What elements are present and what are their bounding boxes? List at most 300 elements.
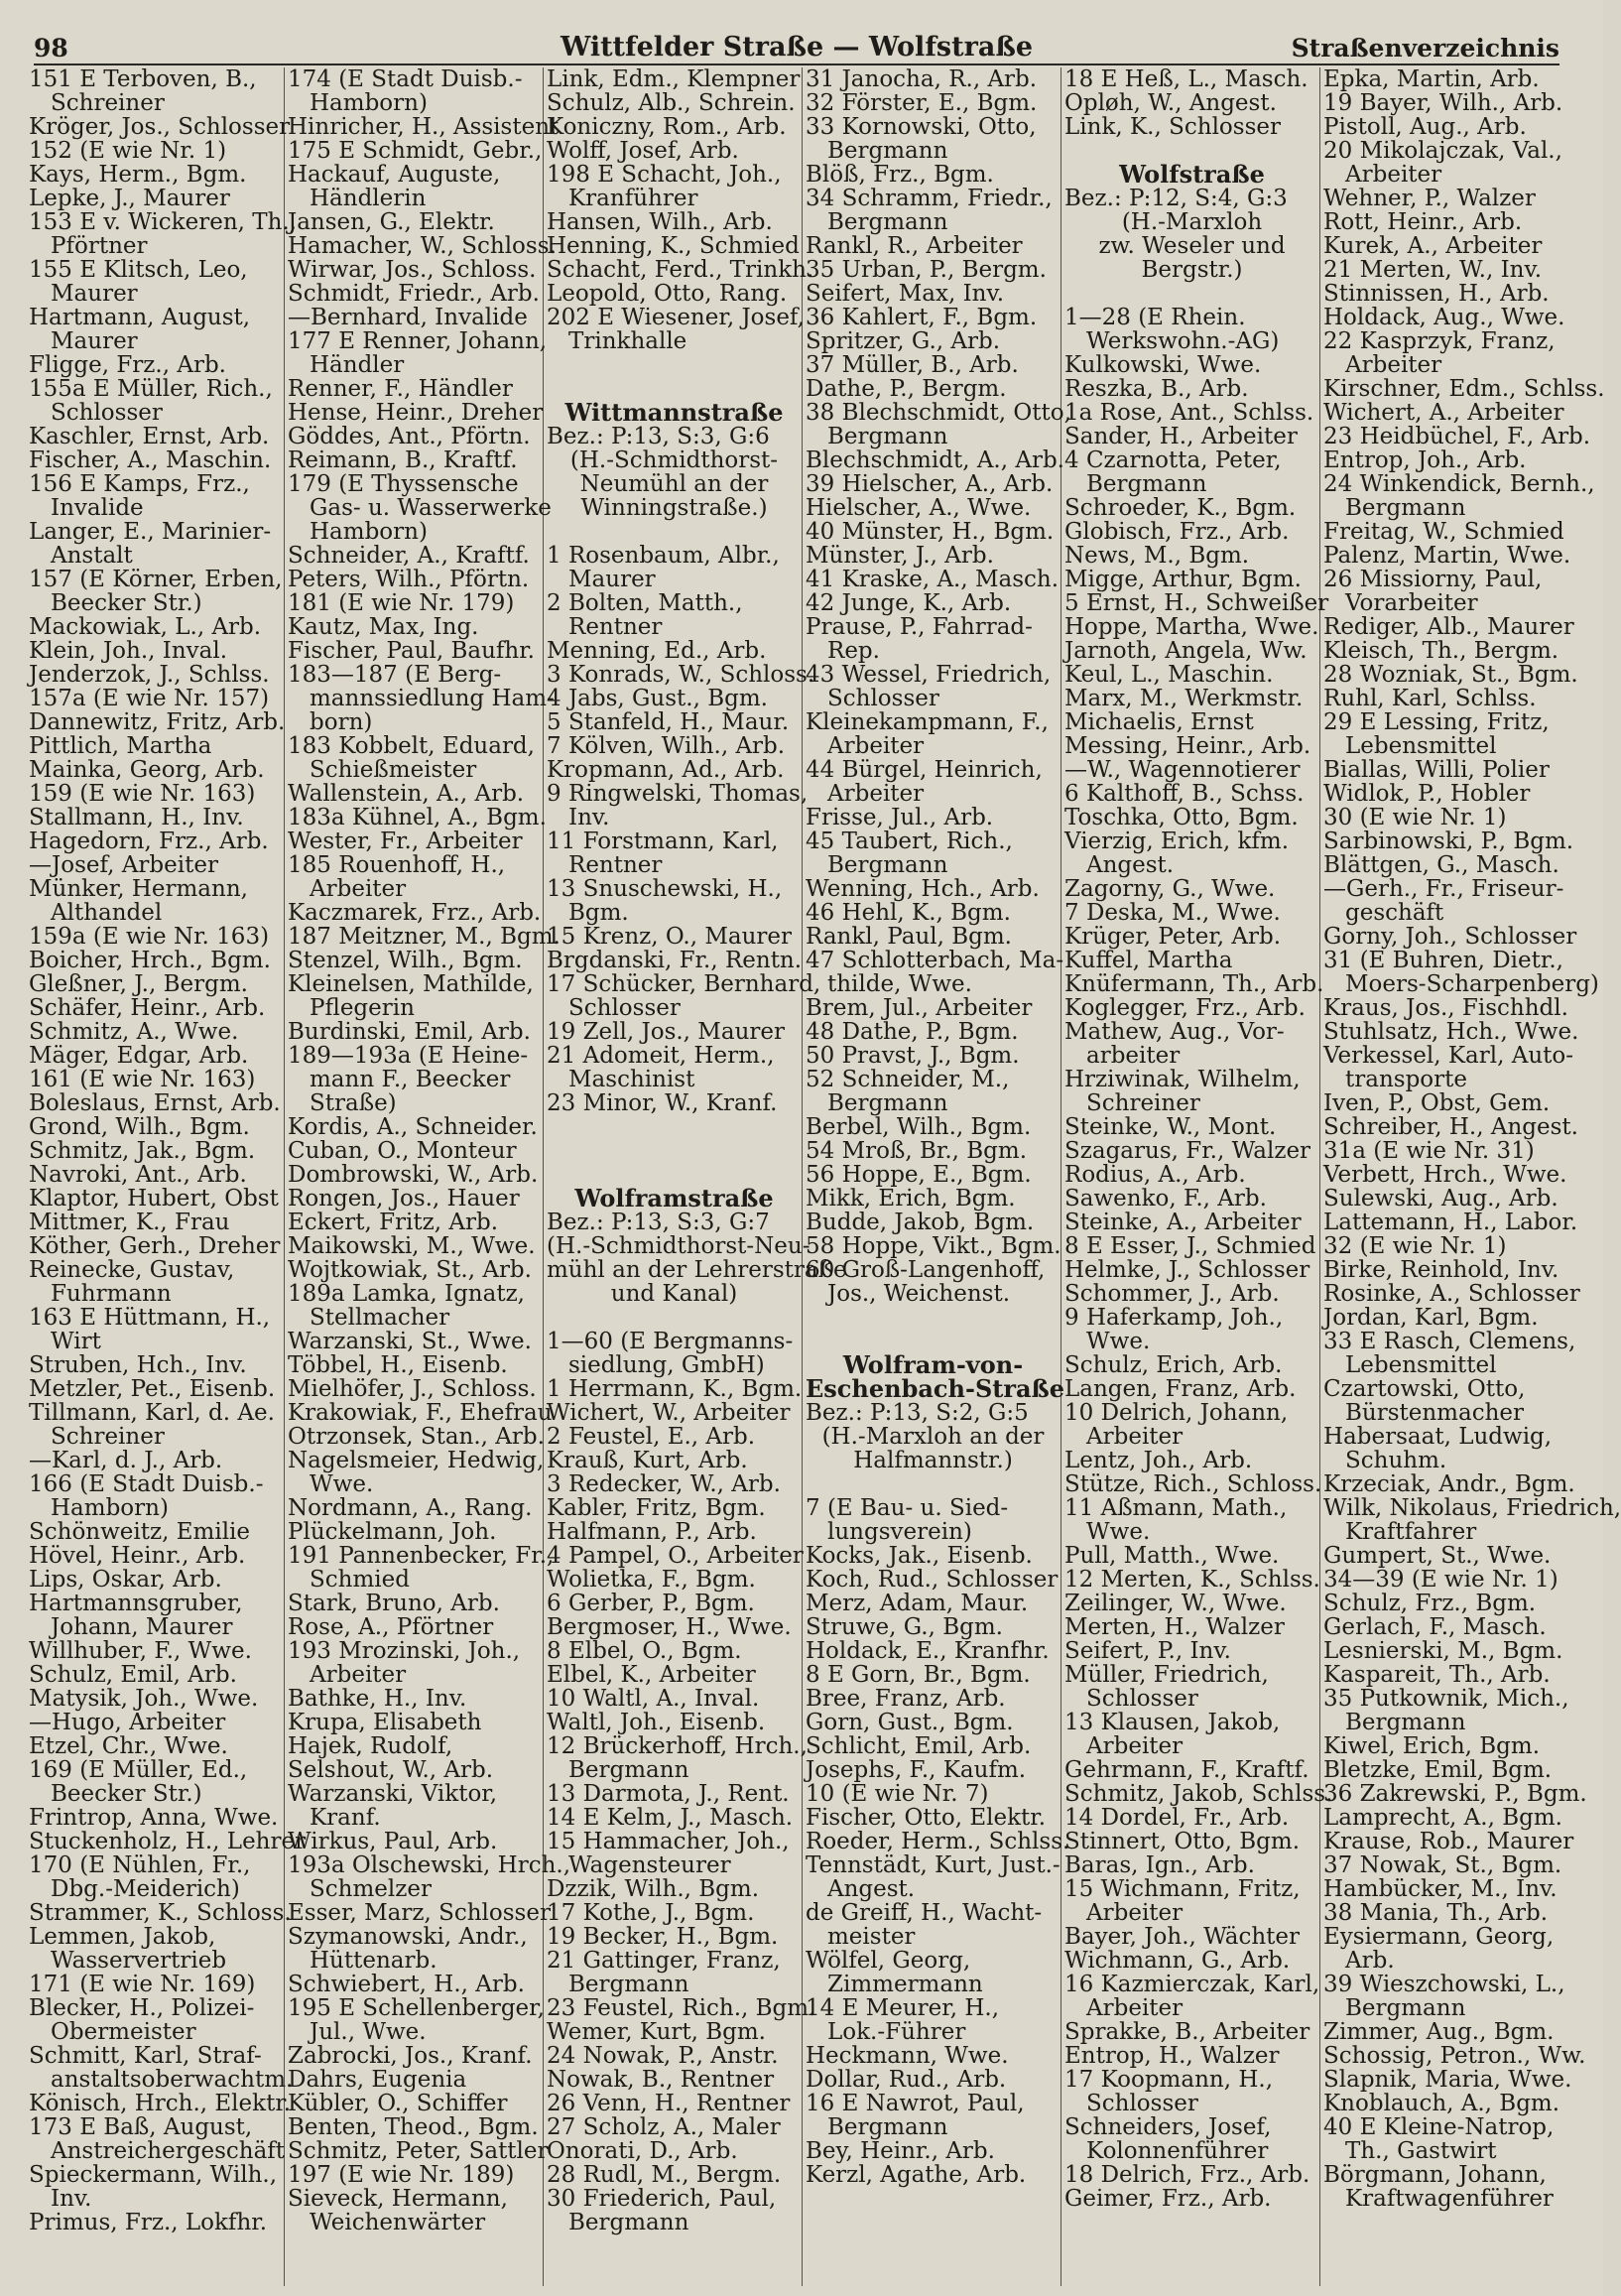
directory-line: Inv. <box>568 805 610 830</box>
directory-line: Marx, M., Werkmstr. <box>1064 686 1304 711</box>
column-4 <box>803 66 1071 2286</box>
directory-line: Göddes, Ant., Pförtn. <box>288 424 531 449</box>
directory-line: 36 Zakrewski, P., Bgm. <box>1323 1781 1587 1807</box>
directory-line: Maurer <box>51 328 138 354</box>
directory-line: Dzzik, Wilh., Bgm. <box>547 1876 760 1902</box>
directory-line: Schmied <box>310 1567 410 1593</box>
directory-line: 21 Merten, W., Inv. <box>1323 257 1543 283</box>
directory-line: Schommer, J., Arb. <box>1064 1281 1280 1307</box>
directory-line: Rep. <box>827 638 880 664</box>
directory-line: Hackauf, Auguste, <box>288 162 501 188</box>
directory-line: Reinecke, Gustav, <box>29 1257 235 1283</box>
directory-line: thilde, Wwe. <box>827 971 972 997</box>
directory-line: (H.-Schmidthorst- <box>569 447 779 473</box>
directory-line: Stuckenholz, H., Lehrer <box>29 1829 307 1854</box>
directory-line: Eysiermann, Georg, <box>1323 1924 1555 1950</box>
spacer <box>547 353 802 377</box>
directory-line: Münker, Hermann, <box>29 876 248 902</box>
directory-line: 23 Feustel, Rich., Bgm. <box>547 1995 816 2021</box>
directory-line: —Karl, d. J., Arb. <box>29 1448 223 1473</box>
directory-line: Arbeiter <box>827 733 925 759</box>
directory-line: Zeilinger, W., Wwe. <box>1064 1591 1287 1616</box>
directory-line: meister <box>827 1924 916 1950</box>
directory-line: Bergmann <box>827 138 948 164</box>
directory-line: 43 Wessel, Friedrich, <box>806 662 1052 688</box>
directory-line: Wwe. <box>1086 1519 1151 1545</box>
directory-line: Frisse, Jul., Arb. <box>806 805 994 830</box>
directory-line: Seifert, Max, Inv. <box>806 281 1005 307</box>
street-heading: Wolfstraße <box>1119 160 1265 189</box>
directory-line: Blöß, Frz., Bgm. <box>806 162 994 188</box>
directory-line: Kolonnenführer <box>1086 2138 1269 2164</box>
directory-line: Schlosser <box>51 400 163 426</box>
directory-line: 157a (E wie Nr. 157) <box>29 686 270 711</box>
directory-line: Obermeister <box>51 2019 196 2045</box>
directory-line: Hinricher, H., Assistent <box>288 114 560 140</box>
directory-line: Sulewski, Aug., Arb. <box>1323 1186 1559 1212</box>
directory-line: Koniczny, Rom., Arb. <box>547 114 787 140</box>
directory-line: Weichenwärter <box>310 2210 486 2235</box>
directory-line: Wwe. <box>310 1471 374 1497</box>
directory-line: Plückelmann, Joh. <box>288 1519 497 1545</box>
directory-line: Hielscher, A., Wwe. <box>806 495 1032 521</box>
directory-line: Warzanski, St., Wwe. <box>288 1329 532 1354</box>
directory-line: Kautz, Max, Ing. <box>288 614 479 640</box>
directory-line: Rose, A., Pförtner <box>288 1614 494 1640</box>
directory-line: Rott, Heinr., Arb. <box>1323 209 1523 235</box>
directory-line: Heckmann, Wwe. <box>806 2043 1009 2069</box>
directory-line: Schroeder, K., Bgm. <box>1064 495 1297 521</box>
directory-line: Jul., Wwe. <box>310 2019 427 2045</box>
column-6 <box>1320 66 1621 2286</box>
directory-line: Palenz, Martin, Wwe. <box>1323 543 1571 569</box>
directory-line: Kirschner, Edm., Schlss. <box>1323 376 1605 402</box>
spacer <box>547 1306 802 1330</box>
directory-line: Struben, Hch., Inv. <box>29 1352 247 1378</box>
directory-line: Schreiner <box>51 90 165 116</box>
directory-line: Mielhöfer, J., Schloss. <box>288 1376 537 1402</box>
directory-line: Kleisch, Th., Bergm. <box>1323 638 1559 664</box>
directory-line: Schuhm. <box>1345 1448 1447 1473</box>
directory-line: Nordmann, A., Rang. <box>288 1495 533 1521</box>
directory-line: 9 Ringwelski, Thomas, <box>547 781 809 807</box>
directory-line: Kleinekampmann, F., <box>806 709 1049 735</box>
directory-line: Selshout, W., Arb. <box>288 1757 494 1783</box>
directory-line: Schönweitz, Emilie <box>29 1519 251 1545</box>
directory-line: 15 Krenz, O., Maurer <box>547 924 793 950</box>
directory-line: Stenzel, Wilh., Bgm. <box>288 948 523 973</box>
directory-line: 7 (E Bau- u. Sied- <box>806 1495 1009 1521</box>
directory-line: 183—187 (E Berg- <box>288 662 502 688</box>
directory-line: Arbeiter <box>1086 1900 1184 1926</box>
directory-line: 19 Becker, H., Bgm. <box>547 1924 779 1950</box>
directory-line: Wemer, Kurt, Bgm. <box>547 2019 766 2045</box>
directory-line: Trinkhalle <box>568 328 687 354</box>
directory-line: Wojtkowiak, St., Arb. <box>288 1257 532 1283</box>
directory-line: Globisch, Frz., Arb. <box>1064 519 1290 545</box>
street-heading: Wittmannstraße <box>564 398 784 427</box>
directory-line: 30 (E wie Nr. 1) <box>1323 805 1507 830</box>
directory-line: Messing, Heinr., Arb. <box>1064 733 1311 759</box>
directory-line: Straße) <box>310 1090 397 1116</box>
street-heading: Eschenbach-Straße <box>806 1374 1065 1403</box>
directory-line: Schreiner <box>51 1424 165 1450</box>
directory-line: 56 Hoppe, E., Bgm. <box>806 1162 1032 1188</box>
directory-line: Bergmann <box>1086 471 1207 497</box>
directory-line: 12 Brückerhoff, Hrch., <box>547 1733 808 1759</box>
directory-line: 46 Hehl, K., Bgm. <box>806 900 1011 926</box>
directory-line: Verbett, Hrch., Wwe. <box>1323 1162 1567 1188</box>
directory-line: Esser, Marz, Schlosser <box>288 1900 551 1926</box>
directory-line: Szymanowski, Andr., <box>288 1924 528 1950</box>
directory-line: Mittmer, K., Frau <box>29 1210 230 1235</box>
directory-line: Henning, K., Schmied <box>547 233 800 259</box>
directory-line: Rosinke, A., Schlosser <box>1323 1281 1580 1307</box>
directory-line: Bez.: P:13, S:3, G:6 <box>547 424 770 449</box>
directory-line: Schäfer, Heinr., Arb. <box>29 995 266 1021</box>
directory-line: 163 E Hüttmann, H., <box>29 1305 271 1331</box>
directory-line: 1 Rosenbaum, Albr., <box>547 543 780 569</box>
directory-line: 157 (E Körner, Erben, <box>29 567 283 592</box>
directory-line: Hense, Heinr., Dreher <box>288 400 544 426</box>
directory-line: Steinke, W., Mont. <box>1064 1114 1277 1140</box>
directory-line: Anstalt <box>51 543 133 569</box>
directory-line: Etzel, Chr., Wwe. <box>29 1733 228 1759</box>
directory-line: 16 Kazmierczak, Karl, <box>1064 1972 1320 1997</box>
directory-line: Bergmann <box>1345 495 1466 521</box>
directory-line: 58 Hoppe, Vikt., Bgm. <box>806 1233 1061 1259</box>
directory-line: Toschka, Otto, Bgm. <box>1064 805 1299 830</box>
directory-line: 5 Stanfeld, H., Maur. <box>547 709 790 735</box>
directory-line: Blecker, H., Polizei- <box>29 1995 255 2021</box>
directory-line: Holdack, E., Kranfhr. <box>806 1638 1050 1664</box>
directory-line: 10 Waltl, A., Inval. <box>547 1686 760 1712</box>
directory-line: Jenderzok, J., Schlss. <box>29 662 270 688</box>
directory-line: Strammer, K., Schloss. <box>29 1900 292 1926</box>
directory-line: Hamacher, W., Schloss. <box>288 233 557 259</box>
directory-line: Winningstraße.) <box>580 495 768 521</box>
directory-line: Wilk, Nikolaus, Friedrich, <box>1323 1495 1621 1521</box>
directory-line: 175 E Schmidt, Gebr., <box>288 138 543 164</box>
directory-line: Hamborn) <box>310 519 428 545</box>
directory-line: (H.-Schmidthorst-Neu- <box>547 1233 810 1259</box>
directory-line: 17 Schücker, Bernhard, <box>547 971 821 997</box>
directory-line: Schulz, Erich, Arb. <box>1064 1352 1283 1378</box>
directory-line: 166 (E Stadt Duisb.- <box>29 1471 264 1497</box>
column-5 <box>1061 66 1333 2286</box>
directory-line: Kurek, A., Arbeiter <box>1323 233 1543 259</box>
directory-line: Michaelis, Ernst <box>1064 709 1254 735</box>
directory-line: —Josef, Arbeiter <box>29 852 218 878</box>
spacer <box>547 1115 802 1139</box>
directory-line: Stütze, Rich., Schloss. <box>1064 1471 1322 1497</box>
directory-line: Merten, H., Walzer <box>1064 1614 1285 1640</box>
directory-line: Waltl, Joh., Eisenb. <box>547 1710 766 1735</box>
section-title: Straßenverzeichnis <box>1291 34 1559 63</box>
directory-line: 26 Missiorny, Paul, <box>1323 567 1543 592</box>
directory-line: Angest. <box>1086 852 1175 878</box>
directory-line: 6 Gerber, P., Bgm. <box>547 1591 755 1616</box>
directory-line: 47 Schlotterbach, Ma- <box>806 948 1064 973</box>
directory-line: Menning, Ed., Arb. <box>547 638 767 664</box>
directory-line: —Hugo, Arbeiter <box>29 1710 226 1735</box>
directory-line: 48 Dathe, P., Bgm. <box>806 1019 1019 1045</box>
directory-line: Elbel, K., Arbeiter <box>547 1662 756 1688</box>
directory-line: 11 Aßmann, Math., <box>1064 1495 1288 1521</box>
column-3 <box>544 66 847 2286</box>
directory-line: 29 E Lessing, Fritz, <box>1323 709 1550 735</box>
directory-line: 13 Darmota, J., Rent. <box>547 1781 790 1807</box>
directory-line: 159a (E wie Nr. 163) <box>29 924 270 950</box>
directory-line: Maurer <box>51 281 138 307</box>
directory-line: Werkswohn.-AG) <box>1086 328 1280 354</box>
directory-line: Bergmann <box>827 424 948 449</box>
directory-line: Tillmann, Karl, d. Ae. <box>29 1400 275 1426</box>
directory-line: Kropmann, Ad., Arb. <box>547 757 785 783</box>
directory-line: Steinke, A., Arbeiter <box>1064 1210 1302 1235</box>
directory-line: 4 Pampel, O., Arbeiter <box>547 1543 804 1569</box>
directory-line: Peters, Wilh., Pförtn. <box>288 567 530 592</box>
directory-line: 189—193a (E Heine- <box>288 1043 529 1069</box>
directory-line: Kaspareit, Th., Arb. <box>1323 1662 1551 1688</box>
directory-line: Klein, Joh., Inval. <box>29 638 228 664</box>
directory-line: Knüfermann, Th., Arb. <box>1064 971 1324 997</box>
directory-line: 32 (E wie Nr. 1) <box>1323 1233 1507 1259</box>
directory-line: Zagorny, G., Wwe. <box>1064 876 1276 902</box>
directory-line: Inv. <box>51 2186 92 2212</box>
directory-line: Schlicht, Emil, Arb. <box>806 1733 1032 1759</box>
directory-line: 16 E Nawrot, Paul, <box>806 2091 1025 2116</box>
street-heading: Wolframstraße <box>574 1184 774 1212</box>
directory-line: 1—60 (E Bergmanns- <box>547 1329 794 1354</box>
directory-line: Boicher, Hrch., Bgm. <box>29 948 271 973</box>
directory-line: Bathke, H., Inv. <box>288 1686 467 1712</box>
directory-line: Hövel, Heinr., Arb. <box>29 1543 246 1569</box>
directory-line: 23 Heidbüchel, F., Arb. <box>1323 424 1591 449</box>
directory-line: 7 Deska, M., Wwe. <box>1064 900 1281 926</box>
directory-line: Maschinist <box>568 1067 695 1092</box>
directory-line: Slapnik, Maria, Wwe. <box>1323 2067 1572 2093</box>
directory-line: Reimann, B., Kraftf. <box>288 447 518 473</box>
spacer <box>1064 282 1319 306</box>
directory-line: Gorny, Joh., Schlosser <box>1323 924 1577 950</box>
directory-line: 34 Schramm, Friedr., <box>806 186 1053 211</box>
directory-line: Kulkowski, Wwe. <box>1064 352 1262 378</box>
directory-line: Schmitz, A., Wwe. <box>29 1019 239 1045</box>
directory-line: 3 Konrads, W., Schloss. <box>547 662 815 688</box>
directory-line: Wichert, W., Arbeiter <box>547 1400 791 1426</box>
directory-line: Berbel, Wilh., Bgm. <box>806 1114 1032 1140</box>
directory-line: Pflegerin <box>310 995 415 1021</box>
directory-line: Schießmeister <box>310 757 477 783</box>
directory-line: Mathew, Aug., Vor- <box>1064 1019 1285 1045</box>
directory-line: Mäger, Edgar, Arb. <box>29 1043 249 1069</box>
directory-line: Entrop, Joh., Arb. <box>1323 447 1527 473</box>
directory-line: Rankl, Paul, Bgm. <box>806 924 1012 950</box>
directory-line: Lattemann, H., Labor. <box>1323 1210 1578 1235</box>
directory-line: Dannewitz, Fritz, Arb. <box>29 709 286 735</box>
directory-line: 1a Rose, Ant., Schlss. <box>1064 400 1314 426</box>
directory-line: Gehrmann, F., Kraftf. <box>1064 1757 1309 1783</box>
directory-line: Gerlach, F., Masch. <box>1323 1614 1547 1640</box>
column-1 <box>26 66 307 2286</box>
directory-line: Vierzig, Erich, kfm. <box>1064 829 1290 854</box>
directory-line: 169 (E Müller, Ed., <box>29 1757 248 1783</box>
directory-line: Baras, Ign., Arb. <box>1064 1852 1255 1878</box>
directory-line: Bez.: P:13, S:2, G:5 <box>806 1400 1029 1426</box>
directory-line: Schmitz, Jak., Bgm. <box>29 1138 256 1164</box>
directory-line: Invalide <box>51 495 144 521</box>
directory-line: Gleßner, J., Bergm. <box>29 971 248 997</box>
column-2 <box>285 66 571 2286</box>
directory-line: Halfmann, P., Arb. <box>547 1519 757 1545</box>
directory-line: Th., Gastwirt <box>1345 2138 1497 2164</box>
directory-line: 183 Kobbelt, Eduard, <box>288 733 535 759</box>
directory-line: Wehner, P., Walzer <box>1323 186 1536 211</box>
directory-line: transporte <box>1345 1067 1467 1092</box>
directory-line: Migge, Arthur, Bgm. <box>1064 567 1302 592</box>
directory-line: Metzler, Pet., Eisenb. <box>29 1376 276 1402</box>
directory-line: 23 Minor, W., Kranf. <box>547 1090 778 1116</box>
directory-line: Wwe. <box>1086 1329 1151 1354</box>
directory-line: Rongen, Jos., Hauer <box>288 1186 520 1212</box>
directory-line: Hamborn) <box>310 90 428 116</box>
directory-line: Stinnissen, H., Arb. <box>1323 281 1550 307</box>
page-number: 98 <box>34 34 68 63</box>
directory-line: Mainka, Georg, Arb. <box>29 757 265 783</box>
directory-line: 35 Urban, P., Bergm. <box>806 257 1047 283</box>
directory-line: Mackowiak, L., Arb. <box>29 614 262 640</box>
directory-line: Rediger, Alb., Maurer <box>1323 614 1574 640</box>
directory-line: 3 Redecker, W., Arb. <box>547 1471 781 1497</box>
directory-line: 1—28 (E Rhein. <box>1064 305 1246 330</box>
directory-line: Nowak, B., Rentner <box>547 2067 775 2093</box>
directory-line: Primus, Frz., Lokfhr. <box>29 2210 268 2235</box>
directory-line: 22 Kasprzyk, Franz, <box>1323 328 1556 354</box>
directory-line: 34—39 (E wie Nr. 1) <box>1323 1567 1559 1593</box>
directory-line: Zabrocki, Jos., Kranf. <box>288 2043 533 2069</box>
directory-line: Jos., Weichenst. <box>827 1281 1011 1307</box>
directory-line: 13 Snuschewski, H., <box>547 876 783 902</box>
directory-line: Dathe, P., Bergm. <box>806 376 1007 402</box>
directory-line: Hajek, Rudolf, <box>288 1733 453 1759</box>
directory-line: Pull, Matth., Wwe. <box>1064 1543 1280 1569</box>
directory-line: Schlosser <box>1086 2091 1198 2116</box>
directory-line: Schmelzer <box>310 1876 432 1902</box>
directory-line: Wolietka, F., Bgm. <box>547 1567 756 1593</box>
directory-line: Bergstr.) <box>1141 257 1243 283</box>
directory-line: Jansen, G., Elektr. <box>288 209 495 235</box>
directory-line: 27 Scholz, A., Maler <box>547 2114 781 2140</box>
directory-line: Wirkus, Paul, Arb. <box>288 1829 498 1854</box>
directory-line: Bergmann <box>568 1757 689 1783</box>
directory-line: siedlung, GmbH) <box>568 1352 765 1378</box>
directory-line: Kleinelsen, Mathilde, <box>288 971 534 997</box>
directory-line: Koglegger, Frz., Arb. <box>1064 995 1306 1021</box>
directory-line: 177 E Renner, Johann, <box>288 328 548 354</box>
directory-line: 50 Pravst, J., Bgm. <box>806 1043 1020 1069</box>
directory-line: Freitag, W., Schmied <box>1323 519 1564 545</box>
directory-line: Bergmann <box>1345 1710 1466 1735</box>
directory-line: 7 Kölven, Wilh., Arb. <box>547 733 786 759</box>
directory-line: 39 Wieszchowski, L., <box>1323 1972 1565 1997</box>
directory-line: 174 (E Stadt Duisb.- <box>288 66 523 92</box>
directory-line: Tennstädt, Kurt, Just.- <box>806 1852 1060 1878</box>
directory-line: Krakowiak, F., Ehefrau <box>288 1400 553 1426</box>
directory-line: Münster, J., Arb. <box>806 543 994 569</box>
directory-line: Könisch, Hrch., Elektr. <box>29 2091 292 2116</box>
directory-line: Schmitt, Karl, Straf- <box>29 2043 262 2069</box>
directory-line: 197 (E wie Nr. 189) <box>288 2162 515 2188</box>
directory-line: Kröger, Jos., Schlosser <box>29 114 291 140</box>
directory-line: 41 Kraske, A., Masch. <box>806 567 1060 592</box>
directory-line: 44 Bürgel, Heinrich, <box>806 757 1043 783</box>
directory-line: Schmitz, Peter, Sattler <box>288 2138 549 2164</box>
directory-line: Börgmann, Johann, <box>1323 2162 1547 2188</box>
directory-line: 19 Zell, Jos., Maurer <box>547 1019 785 1045</box>
directory-line: Widlok, P., Hobler <box>1323 781 1531 807</box>
directory-line: Angest. <box>827 1876 916 1902</box>
directory-line: Dollar, Rud., Arb. <box>806 2067 1007 2093</box>
directory-columns <box>26 66 1621 2286</box>
directory-line: —Bernhard, Invalide <box>288 305 528 330</box>
directory-line: Keul, L., Maschin. <box>1064 662 1274 688</box>
directory-line: Arbeiter <box>1086 1733 1184 1759</box>
directory-line: 17 Kothe, J., Bgm. <box>547 1900 755 1926</box>
directory-line: 1 Herrmann, K., Bgm. <box>547 1376 803 1402</box>
directory-line: Wester, Fr., Arbeiter <box>288 829 523 854</box>
directory-line: 14 Dordel, Fr., Arb. <box>1064 1805 1290 1831</box>
directory-line: Lepke, J., Maurer <box>29 186 230 211</box>
directory-line: 156 E Kamps, Frz., <box>29 471 250 497</box>
directory-line: Maikowski, M., Wwe. <box>288 1233 536 1259</box>
directory-line: Link, K., Schlosser <box>1064 114 1281 140</box>
directory-line: Hamborn) <box>51 1495 169 1521</box>
directory-line: Frintrop, Anna, Wwe. <box>29 1805 279 1831</box>
directory-line: 52 Schneider, M., <box>806 1067 1010 1092</box>
directory-line: 171 (E wie Nr. 169) <box>29 1972 256 1997</box>
directory-line: Biallas, Willi, Polier <box>1323 757 1550 783</box>
directory-line: Stark, Bruno, Arb. <box>288 1591 500 1616</box>
directory-line: Gumpert, St., Wwe. <box>1323 1543 1552 1569</box>
directory-line: Langer, E., Marinier- <box>29 519 272 545</box>
directory-line: Johann, Maurer <box>51 1614 233 1640</box>
directory-line: Wasservertrieb <box>51 1948 227 1974</box>
directory-line: Jarnoth, Angela, Ww. <box>1064 638 1308 664</box>
directory-line: 19 Bayer, Wilh., Arb. <box>1323 90 1563 116</box>
directory-line: Merz, Adam, Maur. <box>806 1591 1029 1616</box>
directory-line: Bergmann <box>827 852 948 878</box>
directory-line: 8 Elbel, O., Bgm. <box>547 1638 742 1664</box>
directory-line: Helmke, J., Schlosser <box>1064 1257 1310 1283</box>
directory-line: Bayer, Joh., Wächter <box>1064 1924 1301 1950</box>
directory-line: 181 (E wie Nr. 179) <box>288 590 515 616</box>
directory-line: Wenning, Hch., Arb. <box>806 876 1040 902</box>
directory-line: mühl an der Lehrerstraße <box>547 1257 847 1283</box>
directory-line: 193 Mrozinski, Joh., <box>288 1638 521 1664</box>
directory-line: 15 Wichmann, Fritz, <box>1064 1876 1301 1902</box>
directory-line: Spieckermann, Wilh., <box>29 2162 278 2188</box>
directory-line: 155a E Müller, Rich., <box>29 376 273 402</box>
directory-line: Schneiders, Josef, <box>1064 2114 1272 2140</box>
street-heading: Wolfram-von- <box>842 1350 1024 1379</box>
directory-line: 2 Feustel, E., Arb. <box>547 1424 756 1450</box>
directory-line: Sprakke, B., Arbeiter <box>1064 2019 1310 2045</box>
directory-line: Krauß, Kurt, Arb. <box>547 1448 748 1473</box>
directory-line: 38 Blechschmidt, Otto, <box>806 400 1071 426</box>
directory-line: Arbeiter <box>1086 1424 1184 1450</box>
directory-line: Sander, H., Arbeiter <box>1064 424 1298 449</box>
